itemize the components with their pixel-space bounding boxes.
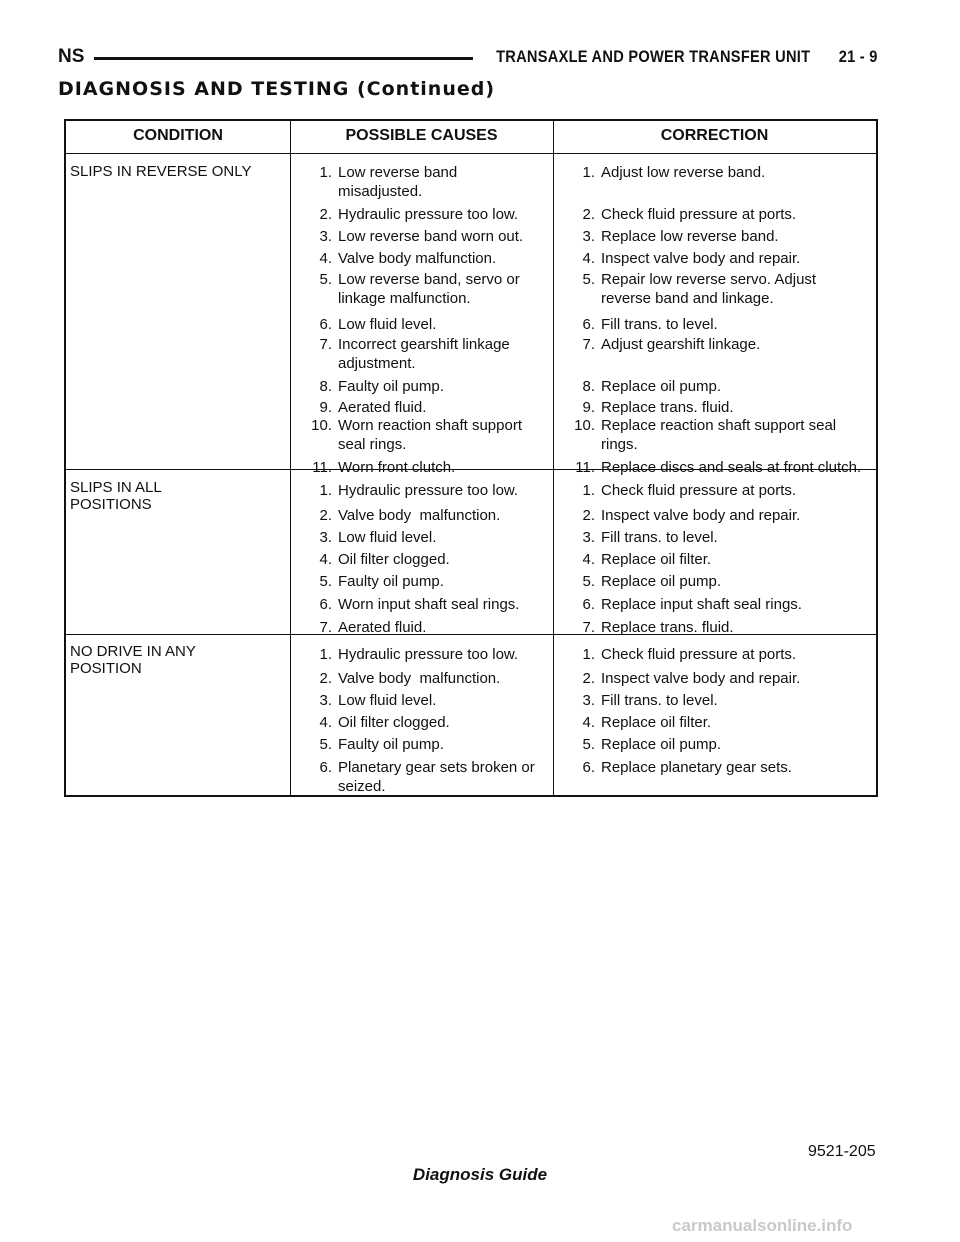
- item-number: 7.: [582, 336, 595, 353]
- item-number: 7.: [582, 619, 595, 636]
- correction-text: Replace discs and seals at front clutch.: [601, 459, 862, 476]
- item-number: 2.: [319, 670, 332, 687]
- item-number: 2.: [582, 507, 595, 524]
- cause-text: Valve body malfunction.: [338, 250, 497, 267]
- correction-text: Check fluid pressure at ports.: [601, 646, 797, 663]
- cause-text: Incorrect gearshift linkage adjustment.: [338, 336, 510, 372]
- item-number: 2.: [319, 507, 332, 524]
- correction-text: Repair low reverse servo. Adjust reverse band and linkage.: [601, 271, 817, 307]
- page-header: [58, 44, 878, 74]
- item-number: 3.: [319, 692, 332, 709]
- item-number: 1.: [319, 164, 332, 181]
- cause-text: Valve body malfunction.: [338, 670, 501, 687]
- item-number: 9.: [319, 399, 332, 416]
- correction-text: Fill trans. to level.: [601, 316, 718, 333]
- correction-text: Inspect valve body and repair.: [601, 250, 801, 267]
- item-number: 5.: [582, 736, 595, 753]
- cause-text: Hydraulic pressure too low.: [338, 482, 519, 499]
- cause-text: Oil filter clogged.: [338, 714, 450, 731]
- item-number: 9.: [582, 399, 595, 416]
- item-number: 6.: [319, 759, 332, 776]
- cause-text: Low reverse band, servo or linkage malfunction.: [338, 271, 520, 307]
- item-number: 4.: [319, 551, 332, 568]
- correction-text: Replace oil filter.: [601, 714, 712, 731]
- condition-cell: SLIPS IN ALL POSITIONS: [70, 479, 162, 513]
- cause-text: Worn input shaft seal rings.: [338, 596, 520, 613]
- item-number: 10.: [311, 417, 332, 434]
- condition-cell: SLIPS IN REVERSE ONLY: [70, 163, 252, 180]
- cause-text: Oil filter clogged.: [338, 551, 450, 568]
- correction-text: Replace planetary gear sets.: [601, 759, 792, 776]
- cause-text: Valve body malfunction.: [338, 507, 501, 524]
- item-number: 6.: [582, 316, 595, 333]
- item-number: 3.: [582, 692, 595, 709]
- cause-text: Planetary gear sets broken or seized.: [338, 759, 535, 795]
- correction-text: Check fluid pressure at ports.: [601, 206, 797, 223]
- item-number: 6.: [582, 596, 595, 613]
- correction-text: Check fluid pressure at ports.: [601, 482, 797, 499]
- item-number: 6.: [319, 316, 332, 333]
- item-number: 4.: [582, 250, 595, 267]
- condition-cell: NO DRIVE IN ANY POSITION: [70, 643, 196, 677]
- cause-text: Hydraulic pressure too low.: [338, 206, 519, 223]
- correction-text: Adjust gearshift linkage.: [601, 336, 761, 353]
- figure-caption: Diagnosis Guide: [412, 1165, 548, 1184]
- correction-text: Replace reaction shaft support seal rings.: [601, 417, 837, 453]
- item-number: 3.: [319, 529, 332, 546]
- cause-text: Faulty oil pump.: [338, 573, 444, 590]
- cause-text: Hydraulic pressure too low.: [338, 646, 519, 663]
- cause-text: Worn reaction shaft support seal rings.: [338, 417, 522, 453]
- item-number: 1.: [319, 482, 332, 499]
- column-header-possible-causes: POSSIBLE CAUSES: [345, 127, 498, 144]
- item-number: 2.: [319, 206, 332, 223]
- item-number: 1.: [582, 164, 595, 181]
- cause-text: Low reverse band worn out.: [338, 228, 524, 245]
- correction-text: Adjust low reverse band.: [601, 164, 766, 181]
- item-number: 4.: [319, 714, 332, 731]
- item-number: 4.: [582, 551, 595, 568]
- item-number: 5.: [319, 736, 332, 753]
- column-divider: [553, 121, 554, 795]
- item-number: 1.: [582, 482, 595, 499]
- header-model-code: NS: [58, 46, 85, 67]
- item-number: 6.: [582, 759, 595, 776]
- header-rule: [94, 57, 473, 60]
- item-number: 7.: [319, 619, 332, 636]
- item-number: 6.: [319, 596, 332, 613]
- item-number: 2.: [582, 206, 595, 223]
- correction-text: Inspect valve body and repair.: [601, 507, 801, 524]
- correction-text: Replace oil pump.: [601, 378, 722, 395]
- cause-text: Low fluid level.: [338, 692, 437, 709]
- item-number: 5.: [319, 271, 332, 288]
- item-number: 3.: [319, 228, 332, 245]
- item-number: 4.: [319, 250, 332, 267]
- correction-text: Replace oil pump.: [601, 573, 722, 590]
- correction-text: Replace oil filter.: [601, 551, 712, 568]
- cause-text: Aerated fluid.: [338, 399, 427, 416]
- cause-text: Low reverse band misadjusted.: [338, 164, 458, 200]
- item-number: 2.: [582, 670, 595, 687]
- item-number: 1.: [319, 646, 332, 663]
- item-number: 11.: [312, 459, 332, 476]
- header-row-divider: [66, 153, 876, 154]
- column-header-condition: CONDITION: [133, 127, 223, 144]
- header-title: TRANSAXLE AND POWER TRANSFER UNIT: [496, 47, 811, 66]
- cause-text: Worn front clutch.: [338, 459, 456, 476]
- item-number: 5.: [582, 573, 595, 590]
- correction-text: Replace low reverse band.: [601, 228, 779, 245]
- correction-text: Inspect valve body and repair.: [601, 670, 801, 687]
- column-divider: [290, 121, 291, 795]
- cause-text: Faulty oil pump.: [338, 736, 444, 753]
- cause-text: Aerated fluid.: [338, 619, 427, 636]
- correction-text: Fill trans. to level.: [601, 692, 718, 709]
- correction-text: Replace oil pump.: [601, 736, 722, 753]
- header-title-group: [496, 47, 878, 67]
- item-number: 4.: [582, 714, 595, 731]
- correction-text: Fill trans. to level.: [601, 529, 718, 546]
- item-number: 8.: [319, 378, 332, 395]
- column-header-correction: CORRECTION: [660, 127, 769, 144]
- correction-text: Replace trans. fluid.: [601, 619, 734, 636]
- item-number: 3.: [582, 228, 595, 245]
- item-number: 10.: [574, 417, 595, 434]
- correction-text: Replace trans. fluid.: [601, 399, 734, 416]
- item-number: 8.: [582, 378, 595, 395]
- item-number: 5.: [319, 573, 332, 590]
- section-title: DIAGNOSIS AND TESTING (Continued): [58, 78, 496, 100]
- correction-text: Replace input shaft seal rings.: [601, 596, 802, 613]
- figure-reference: 9521-205: [808, 1143, 876, 1160]
- watermark-text: carmanualsonline.info: [672, 1216, 853, 1235]
- item-number: 3.: [582, 529, 595, 546]
- item-number: 11.: [575, 459, 595, 476]
- item-number: 5.: [582, 271, 595, 288]
- item-number: 1.: [582, 646, 595, 663]
- header-page-number: 21 - 9: [839, 47, 878, 66]
- row-divider: [66, 634, 876, 635]
- cause-text: Low fluid level.: [338, 529, 437, 546]
- diagnosis-table: [64, 119, 878, 797]
- cause-text: Low fluid level.: [338, 316, 437, 333]
- cause-text: Faulty oil pump.: [338, 378, 444, 395]
- item-number: 7.: [319, 336, 332, 353]
